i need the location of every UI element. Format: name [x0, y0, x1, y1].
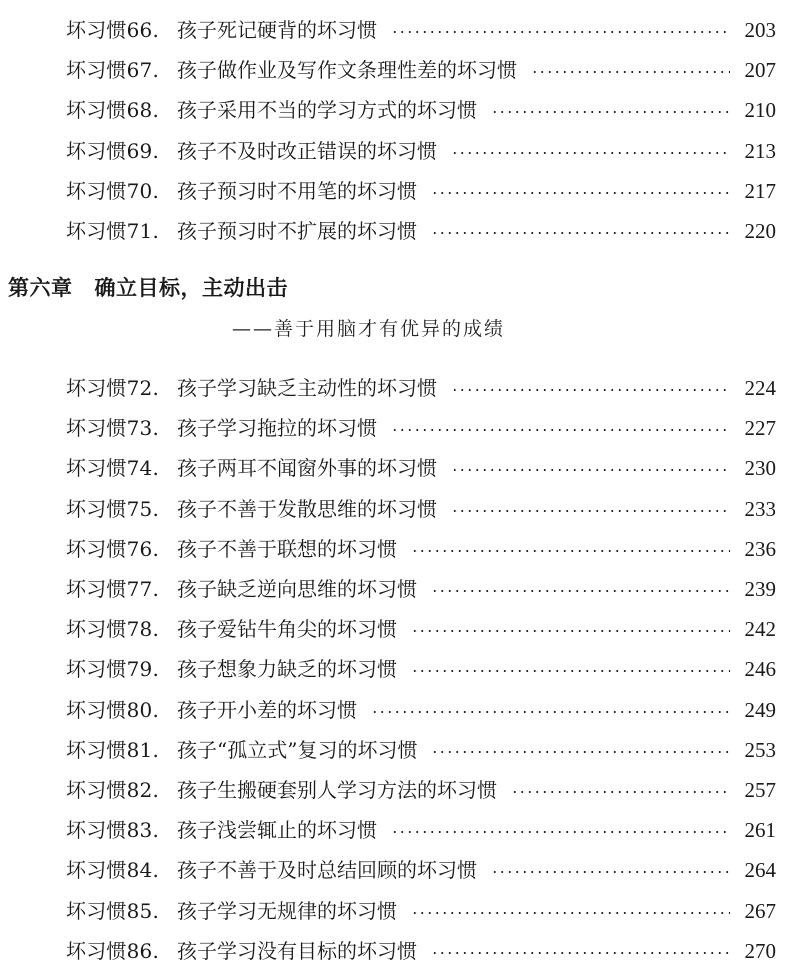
toc-entry-page-number: 267	[744, 898, 776, 923]
toc-entry-title: 孩子爱钻牛角尖的坏习惯	[177, 617, 398, 642]
toc-entry[interactable]	[66, 690, 776, 730]
toc-entry-number: 坏习惯74.	[66, 456, 160, 481]
dot-leader	[431, 192, 730, 194]
toc-entry-number: 坏习惯84.	[66, 858, 160, 883]
toc-entry-page-number: 217	[744, 178, 776, 203]
toc-entry-page-number: 257	[744, 777, 776, 802]
toc-list-bottom	[66, 368, 776, 971]
toc-entry-title: 孩子想象力缺乏的坏习惯	[177, 657, 398, 682]
toc-entry-number: 坏习惯85.	[66, 898, 160, 923]
toc-entry-title: 孩子不善于及时总结回顾的坏习惯	[177, 858, 478, 883]
toc-entry-title: 孩子“孤立式”复习的坏习惯	[177, 737, 418, 762]
toc-entry-title: 孩子两耳不闻窗外事的坏习惯	[177, 456, 438, 481]
toc-entry[interactable]	[66, 649, 776, 689]
dot-leader	[391, 429, 730, 431]
toc-entry-title: 孩子生搬硬套别人学习方法的坏习惯	[177, 777, 498, 802]
toc-entry-page-number: 220	[744, 219, 776, 244]
toc-entry-number: 坏习惯72.	[66, 376, 160, 401]
dot-leader	[371, 711, 730, 713]
toc-entry-title: 孩子预习时不用笔的坏习惯	[177, 178, 418, 203]
chapter-subtitle: ——善于用脑才有优异的成绩	[232, 318, 506, 340]
dot-leader	[411, 550, 730, 552]
toc-entry[interactable]	[66, 90, 776, 130]
toc-entry-page-number: 207	[744, 58, 776, 83]
toc-entry-number: 坏习惯82.	[66, 777, 160, 802]
toc-entry-number: 坏习惯77.	[66, 577, 160, 602]
toc-entry-number: 坏习惯81.	[66, 737, 160, 762]
chapter-number: 第六章	[8, 276, 73, 300]
dot-leader	[431, 751, 730, 753]
toc-entry[interactable]	[66, 569, 776, 609]
dot-leader	[451, 152, 730, 154]
toc-entry-number: 坏习惯80.	[66, 697, 160, 722]
toc-entry-number: 坏习惯67.	[66, 58, 160, 83]
toc-entry[interactable]	[66, 931, 776, 971]
dot-leader	[411, 670, 730, 672]
dot-leader	[451, 469, 730, 471]
toc-entry-title: 孩子开小差的坏习惯	[177, 697, 358, 722]
dot-leader	[451, 510, 730, 512]
dot-leader	[431, 952, 730, 954]
toc-entry-title: 孩子不及时改正错误的坏习惯	[177, 138, 438, 163]
toc-entry-title: 孩子缺乏逆向思维的坏习惯	[177, 577, 418, 602]
toc-entry[interactable]	[66, 730, 776, 770]
toc-entry-title: 孩子做作业及写作文条理性差的坏习惯	[177, 58, 518, 83]
toc-entry-title: 孩子学习拖拉的坏习惯	[177, 416, 378, 441]
toc-entry-title: 孩子学习无规律的坏习惯	[177, 898, 398, 923]
toc-entry[interactable]	[66, 810, 776, 850]
toc-entry-number: 坏习惯73.	[66, 416, 160, 441]
toc-entry-page-number: 264	[744, 858, 776, 883]
toc-entry-number: 坏习惯86.	[66, 938, 160, 963]
dot-leader	[411, 912, 730, 914]
dot-leader	[411, 630, 730, 632]
toc-entry[interactable]	[66, 850, 776, 890]
dot-leader	[391, 31, 730, 33]
toc-entry-page-number: 239	[744, 577, 776, 602]
dot-leader	[491, 871, 730, 873]
toc-entry-number: 坏习惯69.	[66, 138, 160, 163]
toc-entry[interactable]	[66, 489, 776, 529]
toc-entry-title: 孩子学习没有目标的坏习惯	[177, 938, 418, 963]
toc-entry-number: 坏习惯75.	[66, 496, 160, 521]
toc-entry-page-number: 246	[744, 657, 776, 682]
dot-leader	[391, 831, 730, 833]
toc-entry-title: 孩子采用不当的学习方式的坏习惯	[177, 98, 478, 123]
toc-entry-page-number: 213	[744, 138, 776, 163]
toc-list-top	[66, 10, 776, 251]
toc-entry[interactable]	[66, 448, 776, 488]
toc-entry[interactable]	[66, 408, 776, 448]
toc-entry-number: 坏习惯79.	[66, 657, 160, 682]
chapter-heading	[8, 272, 288, 302]
toc-entry[interactable]	[66, 10, 776, 50]
chapter-title: 确立目标，主动出击	[94, 276, 288, 300]
toc-entry-number: 坏习惯78.	[66, 617, 160, 642]
toc-entry-title: 孩子预习时不扩展的坏习惯	[177, 219, 418, 244]
toc-entry[interactable]	[66, 211, 776, 251]
dot-leader	[451, 389, 730, 391]
toc-entry-page-number: 242	[744, 617, 776, 642]
toc-entry-page-number: 227	[744, 416, 776, 441]
toc-entry-page-number: 224	[744, 376, 776, 401]
toc-entry-number: 坏习惯66.	[66, 18, 160, 43]
toc-entry[interactable]	[66, 609, 776, 649]
toc-entry-number: 坏习惯71.	[66, 219, 160, 244]
toc-entry-title: 孩子死记硬背的坏习惯	[177, 18, 378, 43]
dot-leader	[531, 71, 730, 73]
toc-entry-title: 孩子浅尝辄止的坏习惯	[177, 818, 378, 843]
toc-entry-page-number: 210	[744, 98, 776, 123]
dot-leader	[511, 791, 730, 793]
toc-entry[interactable]	[66, 770, 776, 810]
toc-entry-number: 坏习惯83.	[66, 818, 160, 843]
toc-entry[interactable]	[66, 368, 776, 408]
toc-entry-number: 坏习惯76.	[66, 536, 160, 561]
toc-entry-page-number: 236	[744, 536, 776, 561]
toc-entry-page-number: 270	[744, 938, 776, 963]
dot-leader	[431, 232, 730, 234]
toc-entry-page-number: 230	[744, 456, 776, 481]
toc-entry[interactable]	[66, 529, 776, 569]
toc-entry-number: 坏习惯68.	[66, 98, 160, 123]
dot-leader	[491, 111, 730, 113]
toc-entry[interactable]	[66, 171, 776, 211]
toc-entry-page-number: 253	[744, 737, 776, 762]
toc-entry-title: 孩子不善于联想的坏习惯	[177, 536, 398, 561]
toc-entry[interactable]	[66, 131, 776, 171]
toc-entry-page-number: 249	[744, 697, 776, 722]
dot-leader	[431, 590, 730, 592]
toc-entry-page-number: 233	[744, 496, 776, 521]
toc-entry-number: 坏习惯70.	[66, 178, 160, 203]
toc-entry[interactable]	[66, 890, 776, 930]
toc-entry[interactable]	[66, 50, 776, 90]
toc-entry-title: 孩子学习缺乏主动性的坏习惯	[177, 376, 438, 401]
toc-entry-page-number: 261	[744, 818, 776, 843]
toc-entry-title: 孩子不善于发散思维的坏习惯	[177, 496, 438, 521]
toc-entry-page-number: 203	[744, 18, 776, 43]
